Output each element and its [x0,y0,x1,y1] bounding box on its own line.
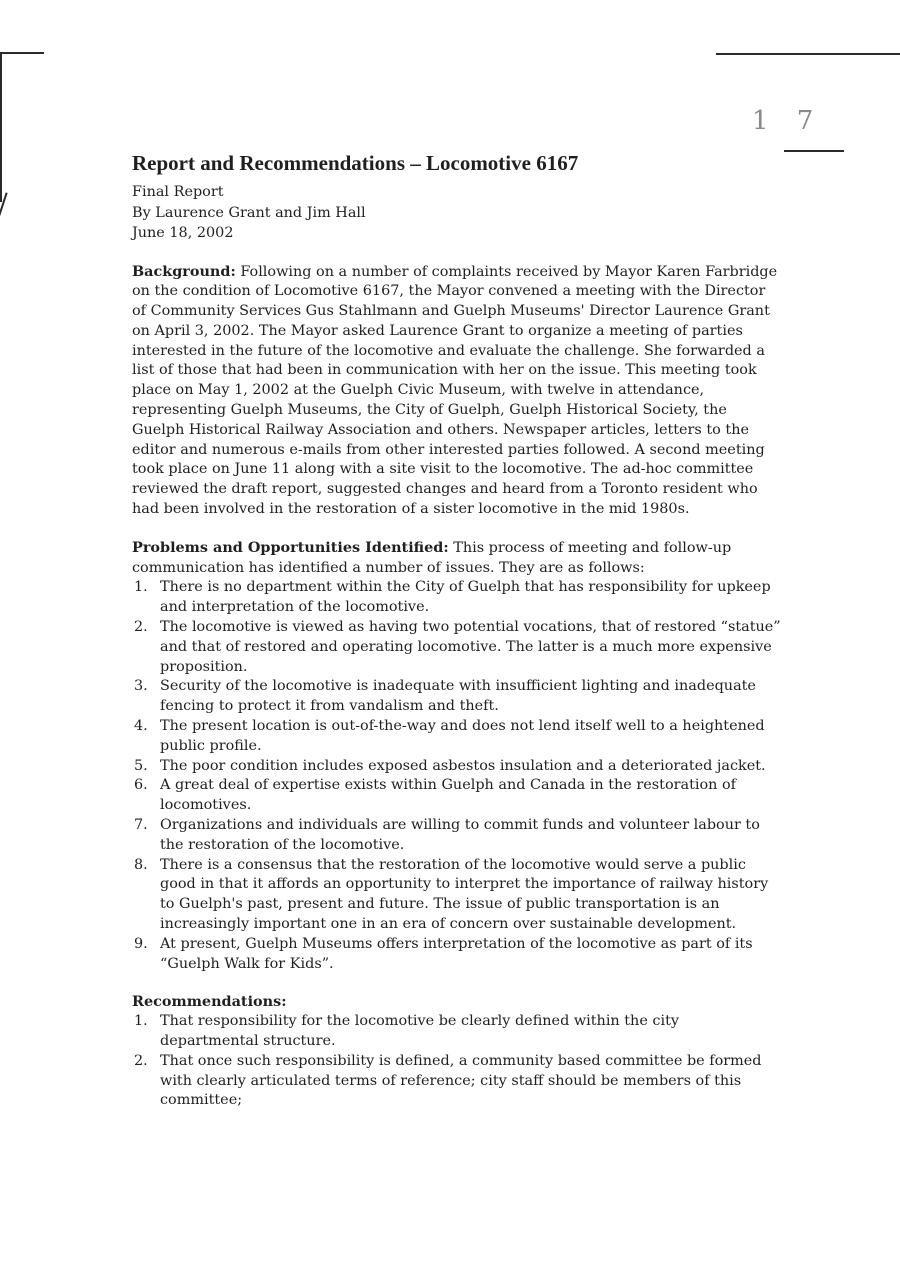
background-section [132,262,782,520]
list-item [132,816,782,856]
list-item-number: 7. [134,817,148,834]
list-item [132,856,782,935]
report-subtitle: Final Report [132,184,224,200]
list-item-text: The present location is out-of-the-way and does not lend itself well to a heightened public profile. [160,718,765,754]
list-item-text: A great deal of expertise exists within Guelph and Canada in the restoration of locomotives. [160,777,736,814]
list-item [132,717,782,757]
list-item-number: 8. [134,856,148,873]
list-item-text: There is a consensus that the restoration of the locomotive would serve a public good in that it affords an opportunity to interpret the importance of railway history to Guelph's past, present and future. The issue of public transportation is an increasingly important one in an era of concern over sustainable development. [160,856,769,932]
list-item-number: 1. [134,1013,148,1030]
list-item [132,757,782,777]
page-number: 1 7 [752,106,824,136]
list-item-text: That responsibility for the locomotive be clearly defined within the city departmental structure. [160,1013,679,1049]
list-item-text: That once such responsibility is defined, a community based committee be formed with clearly articulated terms of reference; city staff should be members of this committee; [160,1052,762,1109]
problems-list [132,578,782,974]
list-item-number: 2. [134,619,148,636]
scan-edge-mark [716,53,900,55]
scan-edge-mark [0,52,44,54]
background-text: Following on a number of complaints received by Mayor Karen Farbridge on the condition of Locomotive 6167, the Mayor convened a meeting with the Director of Community Services Gus Stahlmann and Guelph Museums' Director Laurence Grant on April 3, 2002. The Mayor asked Laurence Grant to organize a meeting of parties interested in the future of the locomotive and evaluate the challenge. She forwarded a list of those that had been in communication with her on the issue. This meeting took place on May 1, 2002 at the Guelph Civic Museum, with twelve in attendance, representing Guelph Museums, the City of Guelph, Guelph Historical Society, the Guelph Historical Railway Association and others. Newspaper articles, letters to the editor and numerous e-mails from other interested parties followed. A second meeting took place on June 11 along with a site visit to the locomotive. The ad-hoc committee reviewed the draft report, suggested changes and heard from a Toronto resident who had been involved in the restoration of a sister locomotive in the mid 1980s. [132,263,778,518]
list-item-text: There is no department within the City of Guelph that has responsibility for upkeep and interpretation of the locomotive. [160,579,771,616]
recommendations-section [132,992,782,1111]
background-heading: Background: [132,262,236,280]
list-item-number: 3. [134,678,148,695]
scan-edge-mark [0,52,2,202]
list-item [132,935,782,975]
recommendations-heading: Recommendations: [132,993,287,1011]
list-item-text: The poor condition includes exposed asbestos insulation and a deteriorated jacket. [160,757,766,774]
scan-edge-mark [784,150,844,152]
problems-heading: Problems and Opportunities Identified: [132,538,449,556]
list-item [132,578,782,618]
list-item-number: 5. [134,757,148,774]
problems-intro-paragraph [132,538,782,579]
report-document [132,150,782,1111]
list-item-number: 4. [134,718,148,735]
list-item-number: 2. [134,1052,148,1069]
recommendations-list [132,1012,782,1111]
list-item [132,776,782,816]
report-date: June 18, 2002 [132,225,234,241]
report-title: Report and Recommendations – Locomotive 6167 [132,151,579,175]
list-item [132,1052,782,1111]
list-item-number: 1. [134,579,148,596]
list-item-text: Organizations and individuals are willing to commit funds and volunteer labour to the restoration of the locomotive. [160,817,760,853]
list-item [132,1012,782,1052]
list-item [132,618,782,677]
problems-section [132,538,782,975]
list-item-number: 9. [134,935,148,952]
report-authors: By Laurence Grant and Jim Hall [132,204,366,221]
list-item [132,677,782,717]
list-item-number: 6. [134,777,148,794]
list-item-text: The locomotive is viewed as having two potential vocations, that of restored “statue” and that of restored and operating locomotive. The latter is a much more expensive proposition. [160,619,781,675]
list-item-text: Security of the locomotive is inadequate with insufficient lighting and inadequate fencing to protect it from vandalism and theft. [160,678,756,715]
problems-intro: This process of meeting and follow-up communication has identified a number of issues. They are as follows: [132,539,732,576]
list-item-text: At present, Guelph Museums offers interpretation of the locomotive as part of its “Guelph Walk for Kids”. [160,935,753,972]
